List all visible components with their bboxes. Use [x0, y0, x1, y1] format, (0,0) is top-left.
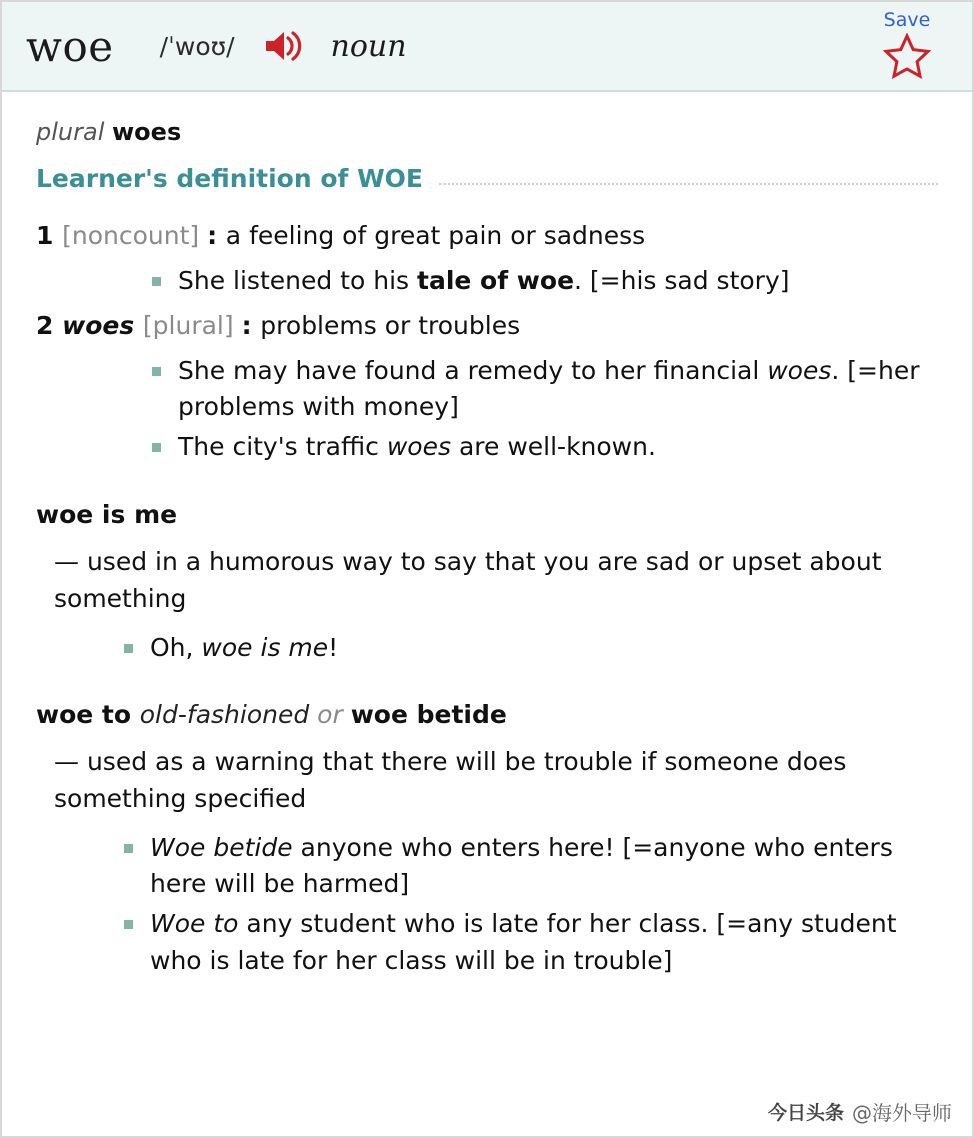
- inflection-value: woes: [112, 118, 182, 146]
- phrase-entry: [36, 500, 938, 666]
- example-list: [36, 630, 938, 666]
- plain-text: anyone who enters here! [=anyone who enters here will be harmed]: [150, 832, 893, 898]
- sense-list: [36, 219, 938, 466]
- phrase-headword: [36, 500, 938, 529]
- italic-text: Woe to: [150, 909, 239, 939]
- phrase-definition: — used in a humorous way to say that you are sad or upset about something: [54, 546, 882, 613]
- italic-text: Woe betide: [150, 832, 293, 862]
- sense-text: a feeling of great pain or sadness: [225, 221, 646, 250]
- inflection-label: plural: [36, 118, 105, 146]
- grammar-label: [noncount]: [62, 221, 208, 250]
- definition-heading: Learner's definition of WOE: [36, 164, 424, 193]
- example-list: [36, 353, 938, 466]
- conjunction: or: [309, 699, 351, 729]
- sense-inflection: woes: [62, 311, 143, 340]
- example-sentence: [148, 429, 938, 465]
- watermark-logo: 今日头条: [767, 1102, 844, 1124]
- example-sentence: [148, 353, 938, 426]
- example-list: [36, 263, 938, 299]
- italic-text: woes: [767, 355, 832, 385]
- plain-text: any student who is late for her class. [=any student who is late for her class will be in trouble]: [150, 909, 897, 975]
- pronunciation: /ˈwoʊ/: [159, 31, 235, 61]
- definition-heading-row: [36, 164, 938, 193]
- plain-text: . [=his sad story]: [574, 265, 790, 295]
- bold-text: woe betide: [350, 699, 507, 729]
- bold-text: woe is me: [36, 499, 178, 529]
- plain-text: She listened to his: [178, 265, 417, 295]
- sense: [36, 219, 938, 299]
- example-sentence: [120, 630, 938, 666]
- example-sentence: [148, 263, 938, 299]
- save-label: Save: [883, 9, 931, 31]
- sense-number: 2: [36, 311, 63, 340]
- phrase-definition: — used as a warning that there will be trouble if someone does something specified: [54, 746, 847, 814]
- sense: [36, 309, 938, 466]
- definition-colon: :: [241, 311, 261, 340]
- headword: woe: [26, 21, 114, 71]
- inflection-line: [36, 118, 938, 146]
- speaker-icon[interactable]: [261, 26, 305, 66]
- entry-body: [2, 92, 972, 979]
- plain-text: She may have found a remedy to her financial: [178, 355, 768, 385]
- part-of-speech: noun: [330, 28, 407, 64]
- watermark: [768, 1097, 952, 1126]
- definition-colon: :: [207, 221, 226, 250]
- plain-text: !: [328, 632, 339, 662]
- plain-text: The city's traffic: [178, 432, 387, 462]
- plain-text: Oh,: [150, 632, 202, 662]
- italic-text: woes: [386, 432, 451, 462]
- example-sentence: [120, 830, 938, 903]
- sense-text: problems or troubles: [260, 311, 521, 340]
- plain-text: . [=her problems with money]: [178, 355, 920, 421]
- phrase-list: [36, 500, 938, 979]
- sense-definition-line: [36, 309, 938, 343]
- phrase-entry: [36, 700, 938, 979]
- bold-text: tale of woe: [417, 265, 575, 295]
- watermark-text: @海外导师: [852, 1101, 952, 1125]
- usage-label: old-fashioned: [139, 699, 310, 729]
- save-button[interactable]: [864, 8, 950, 83]
- bold-text: woe to: [36, 699, 140, 729]
- example-sentence: [120, 906, 938, 979]
- heading-rule: [439, 183, 938, 185]
- phrase-headword: [36, 700, 938, 729]
- sense-definition-line: [36, 219, 938, 253]
- entry-header: [2, 2, 972, 92]
- star-outline-icon[interactable]: [864, 33, 950, 83]
- sense-number: 1: [36, 221, 63, 250]
- plain-text: are well-known.: [451, 432, 656, 462]
- grammar-label: [plural]: [142, 311, 242, 340]
- example-list: [36, 830, 938, 979]
- italic-text: woe is me: [201, 632, 329, 662]
